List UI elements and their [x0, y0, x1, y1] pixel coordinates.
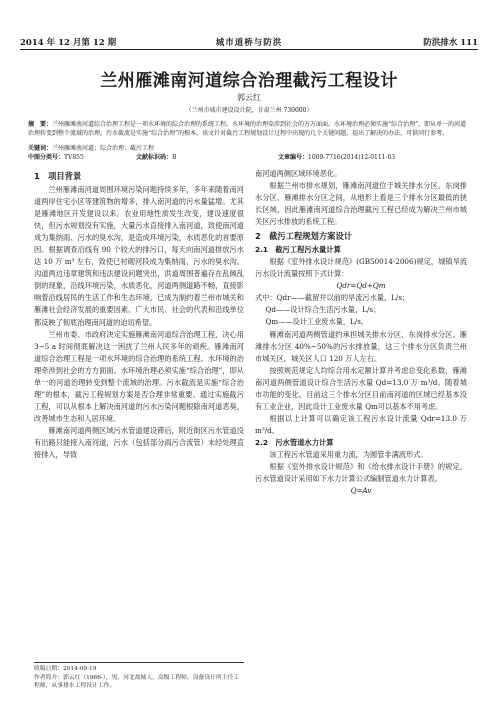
- article-no-value: 1009-7716(2014)12-0111-03: [308, 154, 396, 161]
- definition-line: Qd——设计综合生活污水量，L/s；: [265, 305, 381, 315]
- issue-date: 2014 年 12 月第 12 期: [20, 38, 117, 48]
- abstract-label: 摘 要：: [28, 121, 53, 128]
- paragraph: 南河道两侧区域环境恶化。: [255, 169, 342, 178]
- running-header: [20, 36, 478, 50]
- equation: Q=Av: [350, 486, 372, 496]
- left-column: [34, 168, 244, 461]
- definition-line: Qm——设计工业废水量，L/s。: [265, 317, 369, 327]
- section-heading: 2 截污工程规划方案设计: [255, 231, 353, 242]
- paper-title: 兰州雁滩南河道综合治理截污工程设计: [100, 71, 398, 91]
- received-date: 收稿日期：2014-09-19: [34, 666, 97, 672]
- definition-lead: 式中：: [255, 293, 277, 303]
- keywords: [28, 144, 472, 153]
- clc-value: TV855: [64, 154, 84, 161]
- definition-line: [255, 292, 467, 304]
- affiliation: （兰州市城市建设设计院，甘肃兰州 730000）: [185, 107, 313, 114]
- paragraph: 按照规范规定人均综合用水定额计算并考虑总变化系数，雁滩南河道两侧管道设计综合生活污水量 Qd=13.0 万 m³/d。随着城市功能的变化，目前这三个排水分区目前南河道的区域已经基本没有工业企业，因此设计工业废水量 Qm可以基本不用考虑。: [255, 365, 467, 411]
- section-heading: 1 项目背景: [34, 171, 82, 181]
- clc-label: 中图分类号：: [28, 154, 65, 161]
- article-no-label: 文章编号：: [278, 154, 309, 161]
- journal-name: 城市道桥与防洪: [215, 38, 283, 48]
- footnote: [34, 662, 244, 691]
- keywords-label: 关键词：: [28, 145, 53, 152]
- paragraph: 雁滩南河道两侧管道约承担城关排水分区、东岗排水分区、雁滩排水分区 40%~50%的污水排放量，这三个排水分区负责兰州市城关区，城关区人口 120 万人左右。: [255, 329, 467, 363]
- author-bio: 作者简介：郭云红（1966-），男，河北故城人，高级工程师，设备设计所主任工程师，从事排水工程设计工作。: [34, 674, 240, 689]
- paragraph: 根据以上计算可以确定该工程污水设计流量 Qdr=13.0 万 m³/d。: [255, 413, 467, 435]
- paragraph: 根据《室外排水设计规范》和《给水排水设计手册》的规定，污水管道设计采用如下水力计算公式编制管道水力计算表。: [255, 461, 467, 484]
- doc-code-label: 文献标识码：: [136, 154, 173, 161]
- paragraph: 根据《室外排水设计规范》(GB50014-2006)规定，城镇旱流污水设计流量按照下式计算：: [255, 257, 467, 279]
- paragraph: 兰州市委、市政府决定实施雁滩南河道综合治理工程，决心用 3~5 a 时间彻底解决这一困扰了兰州人民多年的顽疾。雁滩南河道综合治理工程是一项水环境的综合治理的系统工程。水环境的治理牵涉到社会的方方面面。水环境治理必须实施“综合治理”，即从单一的河道治理转变到整个流域的治理。污水截流是实施“综合治理”的根本，截污工程规划方案是否合理非常重要。通过实施截污工程，可以从根本上解决南河道的污水污染问题根除南河道恶臭，改善城市生态和人居环境。: [34, 329, 244, 423]
- paragraph: 雁滩南河道两侧区域污水管道建设滞后，附近街区污水管道没有出路只能接入南河道，污水（包括部分雨污合流管）未经处理直接排入，导致: [34, 425, 244, 460]
- doc-code-value: B: [172, 154, 177, 161]
- right-column: [255, 168, 467, 497]
- subsection-heading: 2.1 截污工程污水量计算: [255, 245, 341, 255]
- subsection-heading: 2.2 污水管道水力计算: [255, 437, 334, 447]
- abstract: [28, 120, 472, 139]
- paragraph: 该工程污水管道采用重力流，为圆管非满流形式。: [269, 449, 428, 459]
- paragraph: 兰州雁滩南河道周围环境污染问题持续多年，多年来随着南河道两岸住宅小区等建筑物的增多，排入南河道的污水量猛增。尤其是雁滩地区开发建设以来，农业用地性质发生改变，建设速度很快，但污水规划没有实施，大量污水直接排入南河道，致使南河道成为集纳雨、污水的臭水沟，是造成环境污染，水质恶化的首要原因。根据调查沿线有 90 个较大的排污口，每天向南河道排放污水达 10 万 m³ 左右，致使已衬砌河段成为集纳雨、污水的臭水沟。沟道两边违章建筑和违法建设问题突出，洪道周围普遍存在乱倾乱倒的现象，沿线环境污染，水质恶化，河道两侧道路不畅，直接影响着沿线居民的生活工作和生态环境，已成为制约着兰州市城关和雁滩社会经济发展的重要因素。广大市民、社会的代表和沿线单位都反映了彻底治理南河道的迫切希望。: [34, 185, 244, 327]
- paragraph: 根据兰州市排水规划，雁滩南河道位于城关排水分区、东岗排水分区、雁滩排水分区之间，从地形上看是三个排水分区最低的狭长区域，因此雁滩南河道综合治理截污工程已经成为解决兰州市城关区污水排放的系统工程。: [255, 181, 467, 227]
- keywords-text: 兰州雁滩南河道；综合治理；截污工程: [52, 145, 155, 152]
- abstract-text: 兰州雁滩南河道综合治理工程是一项水环境的综合治理的系统工程。水环境的治理牵涉到社会的方方面面。水环境治理必须实施“综合治理”，即从单一的河道治理转变到整个流域的治理。污水截流是实施“综合治理”的根本。该文针对截污工程规划设计过程中出现的几个关键问题，提出了解决的办法，可供同行参考。: [28, 121, 467, 138]
- definition-item: Qdr——截留井以前的旱流污水量，L/s；: [276, 293, 410, 303]
- author: 郭云红: [237, 93, 261, 102]
- section-page: 防洪排水 111: [423, 38, 478, 48]
- equation: Qdr=Qd+Qm: [336, 281, 386, 291]
